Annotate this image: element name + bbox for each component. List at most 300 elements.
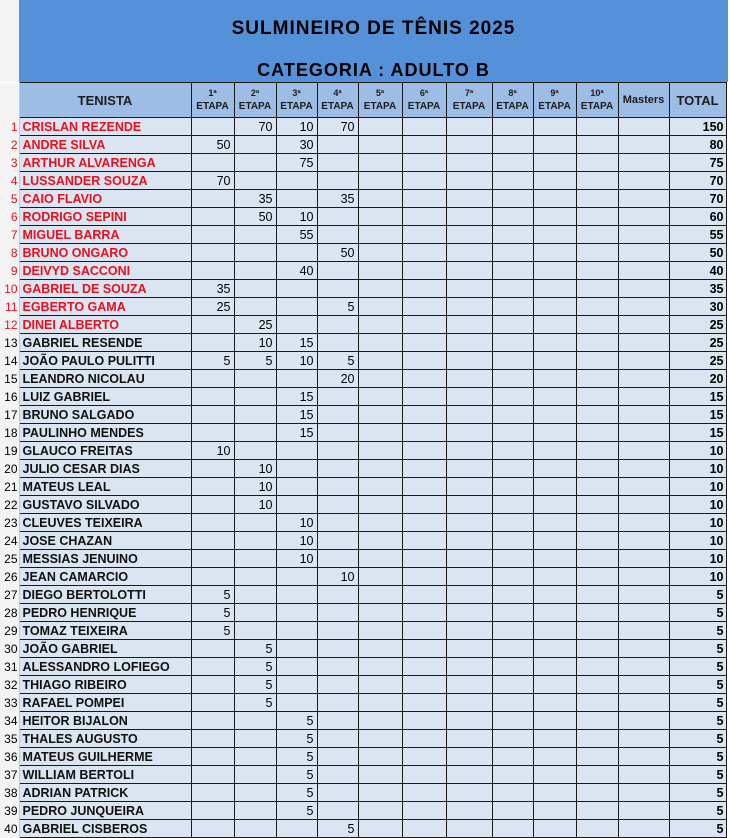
masters-score-cell[interactable] xyxy=(618,766,669,784)
masters-score-cell[interactable] xyxy=(618,460,669,478)
stage-score-cell[interactable] xyxy=(402,316,446,334)
stage-score-cell[interactable] xyxy=(276,694,317,712)
stage-score-cell[interactable] xyxy=(191,784,234,802)
stage-score-cell[interactable]: 5 xyxy=(234,676,276,694)
stage-score-cell[interactable] xyxy=(492,244,533,262)
total-cell[interactable]: 80 xyxy=(669,136,726,154)
stage-score-cell[interactable] xyxy=(234,730,276,748)
stage-score-cell[interactable] xyxy=(358,568,402,586)
stage-score-cell[interactable] xyxy=(191,712,234,730)
stage-score-cell[interactable] xyxy=(317,550,358,568)
stage-score-cell[interactable] xyxy=(234,154,276,172)
stage-score-cell[interactable] xyxy=(317,730,358,748)
masters-score-cell[interactable] xyxy=(618,406,669,424)
stage-score-cell[interactable] xyxy=(276,820,317,838)
stage-score-cell[interactable] xyxy=(234,568,276,586)
stage-score-cell[interactable] xyxy=(533,820,576,838)
stage-score-cell[interactable] xyxy=(492,352,533,370)
stage-score-cell[interactable] xyxy=(492,568,533,586)
stage-score-cell[interactable] xyxy=(317,388,358,406)
masters-score-cell[interactable] xyxy=(618,550,669,568)
stage-score-cell[interactable] xyxy=(358,496,402,514)
stage-score-cell[interactable] xyxy=(234,802,276,820)
total-cell[interactable]: 10 xyxy=(669,514,726,532)
stage-score-cell[interactable] xyxy=(446,190,492,208)
stage-score-cell[interactable] xyxy=(533,730,576,748)
stage-score-cell[interactable] xyxy=(358,370,402,388)
stage-score-cell[interactable] xyxy=(492,532,533,550)
stage-score-cell[interactable] xyxy=(276,298,317,316)
player-name-cell[interactable]: LUSSANDER SOUZA xyxy=(19,172,191,190)
stage-score-cell[interactable] xyxy=(402,550,446,568)
stage-score-cell[interactable] xyxy=(402,532,446,550)
stage-score-cell[interactable] xyxy=(446,388,492,406)
stage-score-cell[interactable] xyxy=(402,406,446,424)
player-name-cell[interactable]: ADRIAN PATRICK xyxy=(19,784,191,802)
stage-score-cell[interactable] xyxy=(234,226,276,244)
stage-score-cell[interactable] xyxy=(234,622,276,640)
stage-score-cell[interactable] xyxy=(276,586,317,604)
masters-score-cell[interactable] xyxy=(618,280,669,298)
stage-score-cell[interactable] xyxy=(576,442,618,460)
stage-score-cell[interactable] xyxy=(533,298,576,316)
stage-score-cell[interactable] xyxy=(402,730,446,748)
stage-score-cell[interactable] xyxy=(576,208,618,226)
stage-score-cell[interactable] xyxy=(446,262,492,280)
stage-score-cell[interactable] xyxy=(492,226,533,244)
stage-score-cell[interactable] xyxy=(533,514,576,532)
stage-score-cell[interactable] xyxy=(492,442,533,460)
total-cell[interactable]: 10 xyxy=(669,496,726,514)
masters-score-cell[interactable] xyxy=(618,298,669,316)
stage-score-cell[interactable] xyxy=(446,676,492,694)
stage-score-cell[interactable] xyxy=(446,658,492,676)
stage-score-cell[interactable]: 5 xyxy=(317,352,358,370)
masters-score-cell[interactable] xyxy=(618,694,669,712)
masters-score-cell[interactable] xyxy=(618,172,669,190)
stage-score-cell[interactable] xyxy=(234,820,276,838)
stage-score-cell[interactable]: 10 xyxy=(276,118,317,136)
stage-score-cell[interactable] xyxy=(402,334,446,352)
stage-score-cell[interactable] xyxy=(317,316,358,334)
stage-score-cell[interactable] xyxy=(358,136,402,154)
stage-score-cell[interactable] xyxy=(191,820,234,838)
total-cell[interactable]: 5 xyxy=(669,622,726,640)
stage-score-cell[interactable] xyxy=(576,586,618,604)
stage-score-cell[interactable] xyxy=(402,766,446,784)
stage-score-cell[interactable] xyxy=(358,424,402,442)
stage-score-cell[interactable]: 70 xyxy=(191,172,234,190)
total-cell[interactable]: 5 xyxy=(669,586,726,604)
stage-score-cell[interactable] xyxy=(533,586,576,604)
stage-score-cell[interactable] xyxy=(492,550,533,568)
stage-score-cell[interactable] xyxy=(533,118,576,136)
stage-score-cell[interactable] xyxy=(317,280,358,298)
total-cell[interactable]: 15 xyxy=(669,424,726,442)
stage-score-cell[interactable] xyxy=(234,388,276,406)
stage-score-cell[interactable] xyxy=(402,424,446,442)
stage-score-cell[interactable] xyxy=(533,604,576,622)
stage-score-cell[interactable] xyxy=(576,712,618,730)
stage-score-cell[interactable] xyxy=(576,172,618,190)
stage-score-cell[interactable]: 5 xyxy=(317,298,358,316)
stage-score-cell[interactable] xyxy=(358,262,402,280)
stage-score-cell[interactable] xyxy=(402,244,446,262)
stage-score-cell[interactable]: 10 xyxy=(317,568,358,586)
stage-score-cell[interactable] xyxy=(317,334,358,352)
stage-score-cell[interactable] xyxy=(446,460,492,478)
stage-score-cell[interactable] xyxy=(358,622,402,640)
stage-score-cell[interactable] xyxy=(317,604,358,622)
masters-score-cell[interactable] xyxy=(618,784,669,802)
stage-score-cell[interactable] xyxy=(317,478,358,496)
stage-score-cell[interactable] xyxy=(533,316,576,334)
stage-score-cell[interactable] xyxy=(234,262,276,280)
stage-score-cell[interactable] xyxy=(576,496,618,514)
player-name-cell[interactable]: JOÃO GABRIEL xyxy=(19,640,191,658)
stage-score-cell[interactable] xyxy=(533,460,576,478)
stage-score-cell[interactable] xyxy=(492,388,533,406)
stage-score-cell[interactable] xyxy=(358,244,402,262)
masters-score-cell[interactable] xyxy=(618,118,669,136)
player-name-cell[interactable]: BRUNO ONGARO xyxy=(19,244,191,262)
stage-score-cell[interactable] xyxy=(533,190,576,208)
player-name-cell[interactable]: JULIO CESAR DIAS xyxy=(19,460,191,478)
stage-score-cell[interactable] xyxy=(358,298,402,316)
stage-score-cell[interactable] xyxy=(317,532,358,550)
stage-score-cell[interactable] xyxy=(492,136,533,154)
stage-score-cell[interactable] xyxy=(492,604,533,622)
total-cell[interactable]: 10 xyxy=(669,442,726,460)
stage-score-cell[interactable] xyxy=(402,802,446,820)
stage-score-cell[interactable] xyxy=(191,406,234,424)
masters-score-cell[interactable] xyxy=(618,190,669,208)
stage-score-cell[interactable]: 10 xyxy=(191,442,234,460)
stage-score-cell[interactable] xyxy=(492,748,533,766)
stage-score-cell[interactable]: 10 xyxy=(276,514,317,532)
player-name-cell[interactable]: RAFAEL POMPEI xyxy=(19,694,191,712)
player-name-cell[interactable]: DINEI ALBERTO xyxy=(19,316,191,334)
stage-score-cell[interactable] xyxy=(402,388,446,406)
masters-score-cell[interactable] xyxy=(618,640,669,658)
masters-score-cell[interactable] xyxy=(618,136,669,154)
masters-score-cell[interactable] xyxy=(618,262,669,280)
stage-score-cell[interactable]: 30 xyxy=(276,136,317,154)
stage-score-cell[interactable] xyxy=(402,640,446,658)
stage-score-cell[interactable] xyxy=(576,478,618,496)
stage-score-cell[interactable]: 40 xyxy=(276,262,317,280)
stage-score-cell[interactable] xyxy=(576,460,618,478)
stage-score-cell[interactable] xyxy=(317,676,358,694)
masters-score-cell[interactable] xyxy=(618,334,669,352)
stage-score-cell[interactable] xyxy=(402,136,446,154)
player-name-cell[interactable]: ARTHUR ALVARENGA xyxy=(19,154,191,172)
stage-score-cell[interactable]: 70 xyxy=(234,118,276,136)
stage-score-cell[interactable] xyxy=(317,802,358,820)
stage-score-cell[interactable] xyxy=(317,640,358,658)
stage-score-cell[interactable] xyxy=(276,496,317,514)
player-name-cell[interactable]: BRUNO SALGADO xyxy=(19,406,191,424)
masters-score-cell[interactable] xyxy=(618,370,669,388)
stage-score-cell[interactable] xyxy=(317,136,358,154)
stage-score-cell[interactable] xyxy=(533,568,576,586)
stage-score-cell[interactable] xyxy=(402,784,446,802)
stage-score-cell[interactable] xyxy=(446,694,492,712)
stage-score-cell[interactable] xyxy=(191,748,234,766)
stage-score-cell[interactable]: 25 xyxy=(234,316,276,334)
stage-score-cell[interactable] xyxy=(492,478,533,496)
stage-score-cell[interactable] xyxy=(446,640,492,658)
total-cell[interactable]: 5 xyxy=(669,784,726,802)
stage-score-cell[interactable]: 5 xyxy=(276,712,317,730)
stage-score-cell[interactable] xyxy=(576,154,618,172)
masters-score-cell[interactable] xyxy=(618,820,669,838)
player-name-cell[interactable]: LEANDRO NICOLAU xyxy=(19,370,191,388)
stage-score-cell[interactable] xyxy=(234,298,276,316)
stage-score-cell[interactable] xyxy=(276,568,317,586)
stage-score-cell[interactable] xyxy=(234,586,276,604)
stage-score-cell[interactable] xyxy=(317,460,358,478)
stage-score-cell[interactable] xyxy=(358,694,402,712)
stage-score-cell[interactable] xyxy=(358,604,402,622)
stage-score-cell[interactable] xyxy=(576,190,618,208)
stage-score-cell[interactable] xyxy=(358,352,402,370)
stage-score-cell[interactable] xyxy=(358,190,402,208)
player-name-cell[interactable]: PAULINHO MENDES xyxy=(19,424,191,442)
stage-score-cell[interactable] xyxy=(358,730,402,748)
stage-score-cell[interactable] xyxy=(533,784,576,802)
stage-score-cell[interactable] xyxy=(276,622,317,640)
stage-score-cell[interactable]: 5 xyxy=(234,640,276,658)
stage-score-cell[interactable] xyxy=(446,442,492,460)
stage-score-cell[interactable] xyxy=(576,658,618,676)
stage-score-cell[interactable] xyxy=(492,514,533,532)
stage-score-cell[interactable] xyxy=(402,226,446,244)
stage-score-cell[interactable] xyxy=(191,658,234,676)
stage-score-cell[interactable] xyxy=(191,154,234,172)
masters-score-cell[interactable] xyxy=(618,748,669,766)
stage-score-cell[interactable]: 55 xyxy=(276,226,317,244)
stage-score-cell[interactable] xyxy=(492,298,533,316)
stage-score-cell[interactable] xyxy=(576,280,618,298)
total-cell[interactable]: 75 xyxy=(669,154,726,172)
stage-score-cell[interactable] xyxy=(358,658,402,676)
stage-score-cell[interactable] xyxy=(446,334,492,352)
stage-score-cell[interactable] xyxy=(533,640,576,658)
stage-score-cell[interactable] xyxy=(402,748,446,766)
stage-score-cell[interactable]: 50 xyxy=(234,208,276,226)
stage-score-cell[interactable]: 5 xyxy=(276,784,317,802)
stage-score-cell[interactable] xyxy=(576,766,618,784)
stage-score-cell[interactable] xyxy=(576,244,618,262)
player-name-cell[interactable]: GABRIEL DE SOUZA xyxy=(19,280,191,298)
masters-score-cell[interactable] xyxy=(618,496,669,514)
stage-score-cell[interactable] xyxy=(234,514,276,532)
stage-score-cell[interactable] xyxy=(446,802,492,820)
stage-score-cell[interactable] xyxy=(576,352,618,370)
player-name-cell[interactable]: MIGUEL BARRA xyxy=(19,226,191,244)
masters-score-cell[interactable] xyxy=(618,352,669,370)
stage-score-cell[interactable] xyxy=(358,280,402,298)
total-cell[interactable]: 10 xyxy=(669,550,726,568)
stage-score-cell[interactable] xyxy=(446,154,492,172)
stage-score-cell[interactable] xyxy=(533,334,576,352)
total-cell[interactable]: 15 xyxy=(669,406,726,424)
total-cell[interactable]: 5 xyxy=(669,766,726,784)
player-name-cell[interactable]: GABRIEL CISBEROS xyxy=(19,820,191,838)
stage-score-cell[interactable] xyxy=(576,550,618,568)
stage-score-cell[interactable] xyxy=(276,442,317,460)
stage-score-cell[interactable] xyxy=(191,424,234,442)
stage-score-cell[interactable] xyxy=(358,640,402,658)
stage-score-cell[interactable] xyxy=(576,694,618,712)
stage-score-cell[interactable]: 5 xyxy=(276,730,317,748)
stage-score-cell[interactable]: 10 xyxy=(234,334,276,352)
stage-score-cell[interactable] xyxy=(358,766,402,784)
total-cell[interactable]: 10 xyxy=(669,460,726,478)
stage-score-cell[interactable] xyxy=(402,442,446,460)
stage-score-cell[interactable] xyxy=(576,316,618,334)
total-cell[interactable]: 150 xyxy=(669,118,726,136)
total-cell[interactable]: 20 xyxy=(669,370,726,388)
stage-score-cell[interactable] xyxy=(402,370,446,388)
masters-score-cell[interactable] xyxy=(618,712,669,730)
stage-score-cell[interactable] xyxy=(446,352,492,370)
stage-score-cell[interactable] xyxy=(276,172,317,190)
stage-score-cell[interactable] xyxy=(492,190,533,208)
total-cell[interactable]: 55 xyxy=(669,226,726,244)
player-name-cell[interactable]: JOSE CHAZAN xyxy=(19,532,191,550)
stage-score-cell[interactable]: 10 xyxy=(276,550,317,568)
stage-score-cell[interactable] xyxy=(533,478,576,496)
stage-score-cell[interactable] xyxy=(576,334,618,352)
stage-score-cell[interactable] xyxy=(317,748,358,766)
stage-score-cell[interactable] xyxy=(191,262,234,280)
stage-score-cell[interactable] xyxy=(358,334,402,352)
masters-score-cell[interactable] xyxy=(618,802,669,820)
stage-score-cell[interactable]: 10 xyxy=(276,208,317,226)
stage-score-cell[interactable] xyxy=(191,694,234,712)
stage-score-cell[interactable] xyxy=(492,334,533,352)
stage-score-cell[interactable] xyxy=(446,172,492,190)
stage-score-cell[interactable]: 25 xyxy=(191,298,234,316)
stage-score-cell[interactable] xyxy=(402,172,446,190)
stage-score-cell[interactable] xyxy=(276,190,317,208)
total-cell[interactable]: 5 xyxy=(669,730,726,748)
stage-score-cell[interactable] xyxy=(191,370,234,388)
stage-score-cell[interactable] xyxy=(492,424,533,442)
stage-score-cell[interactable] xyxy=(402,658,446,676)
stage-score-cell[interactable]: 35 xyxy=(317,190,358,208)
masters-score-cell[interactable] xyxy=(618,730,669,748)
stage-score-cell[interactable] xyxy=(317,226,358,244)
masters-score-cell[interactable] xyxy=(618,208,669,226)
stage-score-cell[interactable] xyxy=(533,802,576,820)
stage-score-cell[interactable] xyxy=(358,442,402,460)
stage-score-cell[interactable] xyxy=(317,424,358,442)
player-name-cell[interactable]: JEAN CAMARCIO xyxy=(19,568,191,586)
masters-score-cell[interactable] xyxy=(618,154,669,172)
stage-score-cell[interactable] xyxy=(492,118,533,136)
stage-score-cell[interactable]: 5 xyxy=(276,802,317,820)
stage-score-cell[interactable] xyxy=(317,784,358,802)
stage-score-cell[interactable] xyxy=(317,406,358,424)
stage-score-cell[interactable] xyxy=(492,154,533,172)
stage-score-cell[interactable] xyxy=(234,172,276,190)
stage-score-cell[interactable] xyxy=(402,190,446,208)
masters-score-cell[interactable] xyxy=(618,478,669,496)
stage-score-cell[interactable] xyxy=(234,532,276,550)
stage-score-cell[interactable] xyxy=(276,280,317,298)
stage-score-cell[interactable] xyxy=(576,784,618,802)
stage-score-cell[interactable] xyxy=(533,442,576,460)
stage-score-cell[interactable] xyxy=(533,370,576,388)
stage-score-cell[interactable] xyxy=(576,226,618,244)
stage-score-cell[interactable]: 10 xyxy=(234,496,276,514)
stage-score-cell[interactable] xyxy=(402,154,446,172)
stage-score-cell[interactable] xyxy=(191,730,234,748)
stage-score-cell[interactable] xyxy=(358,550,402,568)
total-cell[interactable]: 5 xyxy=(669,604,726,622)
stage-score-cell[interactable] xyxy=(533,172,576,190)
player-name-cell[interactable]: THIAGO RIBEIRO xyxy=(19,676,191,694)
total-cell[interactable]: 5 xyxy=(669,748,726,766)
total-cell[interactable]: 5 xyxy=(669,694,726,712)
stage-score-cell[interactable] xyxy=(191,478,234,496)
stage-score-cell[interactable] xyxy=(317,262,358,280)
total-cell[interactable]: 70 xyxy=(669,190,726,208)
stage-score-cell[interactable] xyxy=(358,784,402,802)
stage-score-cell[interactable] xyxy=(276,478,317,496)
stage-score-cell[interactable] xyxy=(317,514,358,532)
stage-score-cell[interactable] xyxy=(358,154,402,172)
stage-score-cell[interactable] xyxy=(533,766,576,784)
total-cell[interactable]: 50 xyxy=(669,244,726,262)
stage-score-cell[interactable] xyxy=(576,802,618,820)
stage-score-cell[interactable] xyxy=(446,784,492,802)
total-cell[interactable]: 10 xyxy=(669,532,726,550)
stage-score-cell[interactable] xyxy=(446,568,492,586)
stage-score-cell[interactable] xyxy=(402,460,446,478)
stage-score-cell[interactable] xyxy=(533,532,576,550)
stage-score-cell[interactable] xyxy=(446,424,492,442)
stage-score-cell[interactable] xyxy=(533,550,576,568)
stage-score-cell[interactable] xyxy=(402,262,446,280)
stage-score-cell[interactable] xyxy=(533,154,576,172)
player-name-cell[interactable]: EGBERTO GAMA xyxy=(19,298,191,316)
stage-score-cell[interactable] xyxy=(276,640,317,658)
stage-score-cell[interactable] xyxy=(576,748,618,766)
stage-score-cell[interactable] xyxy=(446,514,492,532)
total-cell[interactable]: 15 xyxy=(669,388,726,406)
total-cell[interactable]: 5 xyxy=(669,640,726,658)
stage-score-cell[interactable]: 15 xyxy=(276,388,317,406)
stage-score-cell[interactable] xyxy=(533,424,576,442)
stage-score-cell[interactable]: 5 xyxy=(191,622,234,640)
stage-score-cell[interactable] xyxy=(402,622,446,640)
stage-score-cell[interactable] xyxy=(576,298,618,316)
stage-score-cell[interactable] xyxy=(533,658,576,676)
stage-score-cell[interactable] xyxy=(446,622,492,640)
stage-score-cell[interactable] xyxy=(446,712,492,730)
stage-score-cell[interactable]: 35 xyxy=(191,280,234,298)
stage-score-cell[interactable] xyxy=(234,766,276,784)
stage-score-cell[interactable] xyxy=(492,622,533,640)
stage-score-cell[interactable] xyxy=(358,118,402,136)
stage-score-cell[interactable]: 75 xyxy=(276,154,317,172)
stage-score-cell[interactable] xyxy=(492,766,533,784)
stage-score-cell[interactable]: 5 xyxy=(191,604,234,622)
